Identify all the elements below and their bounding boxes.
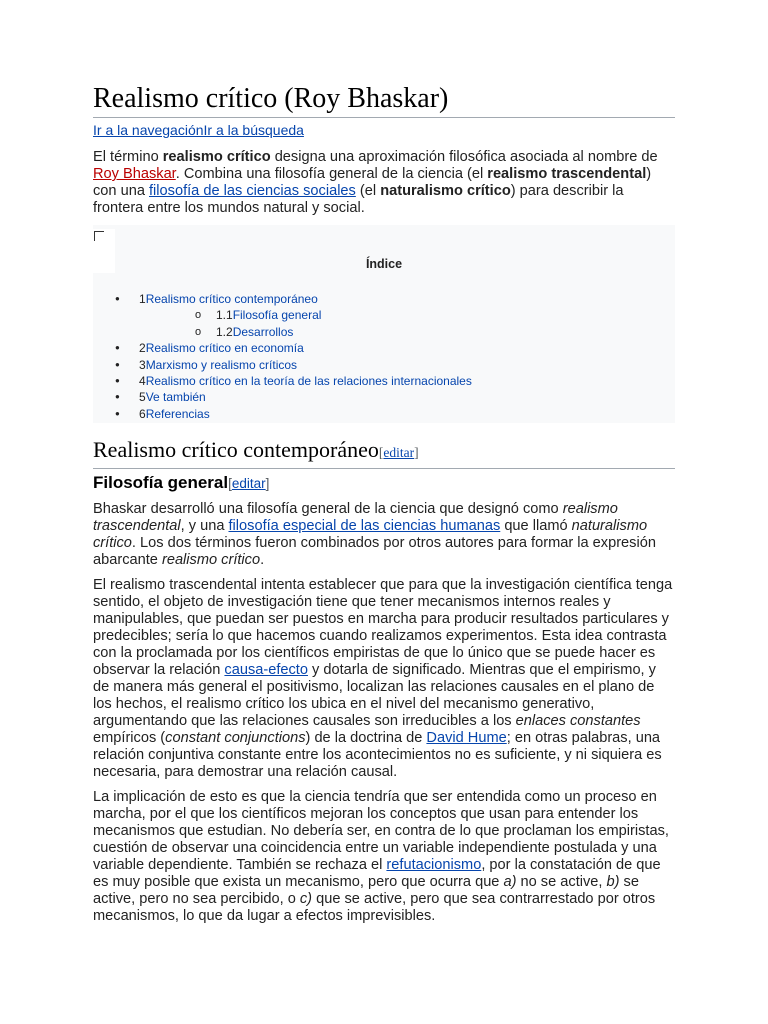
para-text: se active, pero no sea percibido, o (93, 874, 639, 907)
edit-bracket: [ (228, 476, 232, 491)
toc-link[interactable]: Referencias (145, 406, 210, 421)
toc-title: Índice (365, 257, 403, 271)
term-realismo-critico: realismo crítico (162, 149, 271, 165)
intro-text: . Combina una filosofía general de la ciencia (el (175, 166, 488, 182)
jump-to-search-link[interactable]: Ir a la búsqueda (203, 122, 304, 138)
toc-link[interactable]: Filosofía general (232, 308, 322, 323)
para-text: ) de la doctrina de (305, 730, 427, 746)
italic-term: a) (503, 874, 517, 890)
intro-text: ) para describir la frontera entre los mundos natural y social. (93, 183, 624, 216)
toc-toggle-checkbox[interactable] (94, 231, 104, 241)
toc-number: 6 (139, 406, 146, 421)
toc-number: 5 (139, 390, 146, 405)
para-text: Bhaskar desarrolló una filosofía general de la ciencia que designó como (93, 501, 563, 517)
section-heading (93, 437, 675, 469)
italic-term: constant conjunctions (165, 730, 306, 746)
bullet-icon: o (195, 325, 202, 338)
bullet-icon: ● (115, 392, 120, 402)
bullet-icon: ● (115, 359, 120, 369)
subsection-heading-text: Filosofía general (93, 473, 229, 492)
body-paragraph-1 (93, 501, 675, 569)
toc-link[interactable]: Realismo crítico en la teoría de las relaciones internacionales (145, 373, 472, 388)
para-text: no se active, (516, 874, 607, 890)
intro-text: (el (355, 183, 381, 199)
section-heading-text: Realismo crítico contemporáneo (93, 437, 379, 462)
para-text: El realismo trascendental intenta establecer que para que la investigación científica tenga sentido, el objeto de investigación tiene que tener mecanismos internos reales y manipulables, que puedan ser puestos en marcha para producir resultados particulares y predecibles; sería lo que hacemos cuando realizamos experimentos. Esta idea contrasta con la proclamada por los científicos empiristas de que lo único que se puede hacer es observar la relación (93, 577, 673, 678)
table-of-contents (93, 225, 675, 423)
italic-term: realismo crítico (161, 552, 261, 568)
edit-section-control (379, 445, 419, 460)
para-text: . (260, 552, 265, 568)
toc-number: 3 (139, 357, 146, 372)
para-text: La implicación de esto es que la ciencia tendría que ser entendida como un proceso en marcha, por el que los científicos mejoran los conceptos que usan para entender los mecanismos que estudian. No debería ser, en contra de lo que proclaman los empiristas, cuestión de observar una coincidencia entre un variable independiente postulada y una variable dependiente. También se rechaza el (93, 789, 669, 873)
toc-link[interactable]: Desarrollos (232, 324, 294, 339)
bullet-icon: o (195, 309, 202, 322)
term-realismo-trascendental: realismo trascendental (487, 166, 647, 182)
refutacionismo-link[interactable]: refutacionismo (386, 857, 482, 873)
toc-number: 1.1 (216, 308, 233, 323)
italic-term: realismo trascendental (93, 501, 618, 534)
toc-number: 1 (139, 292, 146, 306)
causa-efecto-link[interactable]: causa-efecto (224, 662, 308, 678)
edit-bracket: [ (378, 445, 384, 460)
toc-link[interactable]: Realismo crítico contemporáneo (145, 292, 318, 306)
jump-to-navigation-link[interactable]: Ir a la navegación (93, 122, 204, 138)
bullet-icon: ● (115, 375, 120, 385)
italic-term: c) (299, 891, 313, 907)
bullet-icon: ● (115, 294, 120, 303)
body-paragraph-2 (93, 577, 675, 781)
subsection-heading (93, 472, 675, 495)
toc-number: 1.2 (216, 324, 233, 339)
intro-text: designa una aproximación filosófica asociada al nombre de (270, 149, 658, 165)
para-text: empíricos ( (93, 730, 166, 746)
edit-subsection-link[interactable]: editar (231, 476, 266, 491)
para-text: , por la constatación de que es muy posible que exista un mecanismo, pero que ocurra que (93, 857, 661, 890)
toc-number: 2 (139, 341, 146, 356)
filosofia-especial-link[interactable]: filosofía especial de las ciencias humanas (228, 518, 501, 534)
roy-bhaskar-link[interactable]: Roy Bhaskar (93, 166, 176, 182)
page-title: Realismo crítico (Roy Bhaskar) (93, 82, 675, 118)
toc-link[interactable]: Realismo crítico en economía (145, 341, 304, 356)
intro-text: El término (93, 149, 163, 165)
filosofia-ciencias-sociales-link[interactable]: filosofía de las ciencias sociales (149, 183, 356, 199)
italic-term: b) (606, 874, 620, 890)
edit-bracket: ] (414, 445, 419, 460)
bullet-icon: ● (115, 343, 120, 353)
edit-subsection-control (228, 476, 269, 491)
para-text: y dotarla de significado. Mientras que el empirismo, y de manera más general el positivismo, localizan las relaciones causales en el plano de los hechos, el realismo crítico los ubica en el nivel del mecanismo generativo, argumentando que las relaciones causales son irreducibles a los (93, 662, 656, 729)
edit-bracket: ] (265, 476, 270, 491)
david-hume-link[interactable]: David Hume (426, 730, 507, 746)
italic-term: naturalismo crítico (93, 518, 648, 551)
para-text: que llamó (500, 518, 572, 534)
term-naturalismo-critico: naturalismo crítico (380, 183, 511, 199)
toc-link[interactable]: Ve también (145, 390, 206, 405)
intro-paragraph (93, 149, 675, 217)
intro-text: ) con una (93, 166, 652, 199)
toc-link[interactable]: Marxismo y realismo críticos (145, 357, 298, 372)
para-text: . Los dos términos fueron combinados por otros autores para formar la expresión abarcante (93, 535, 656, 568)
para-text: que se active, pero que sea contrarrestado por otros mecanismos, lo que da lugar a efectos imprevisibles. (93, 891, 656, 924)
jump-links (93, 121, 675, 139)
toc-number: 4 (139, 373, 146, 388)
body-paragraph-3 (93, 789, 675, 925)
para-text: , y una (180, 518, 229, 534)
para-text: ; en otras palabras, una relación conjuntiva constante entre los acontecimientos no es suficiente, y ni siquiera es necesaria, para demostrar una relación causal. (93, 730, 662, 780)
bullet-icon: ● (115, 408, 120, 418)
edit-section-link[interactable]: editar (383, 445, 415, 460)
article-content (93, 82, 675, 925)
italic-term: enlaces constantes (515, 713, 641, 729)
